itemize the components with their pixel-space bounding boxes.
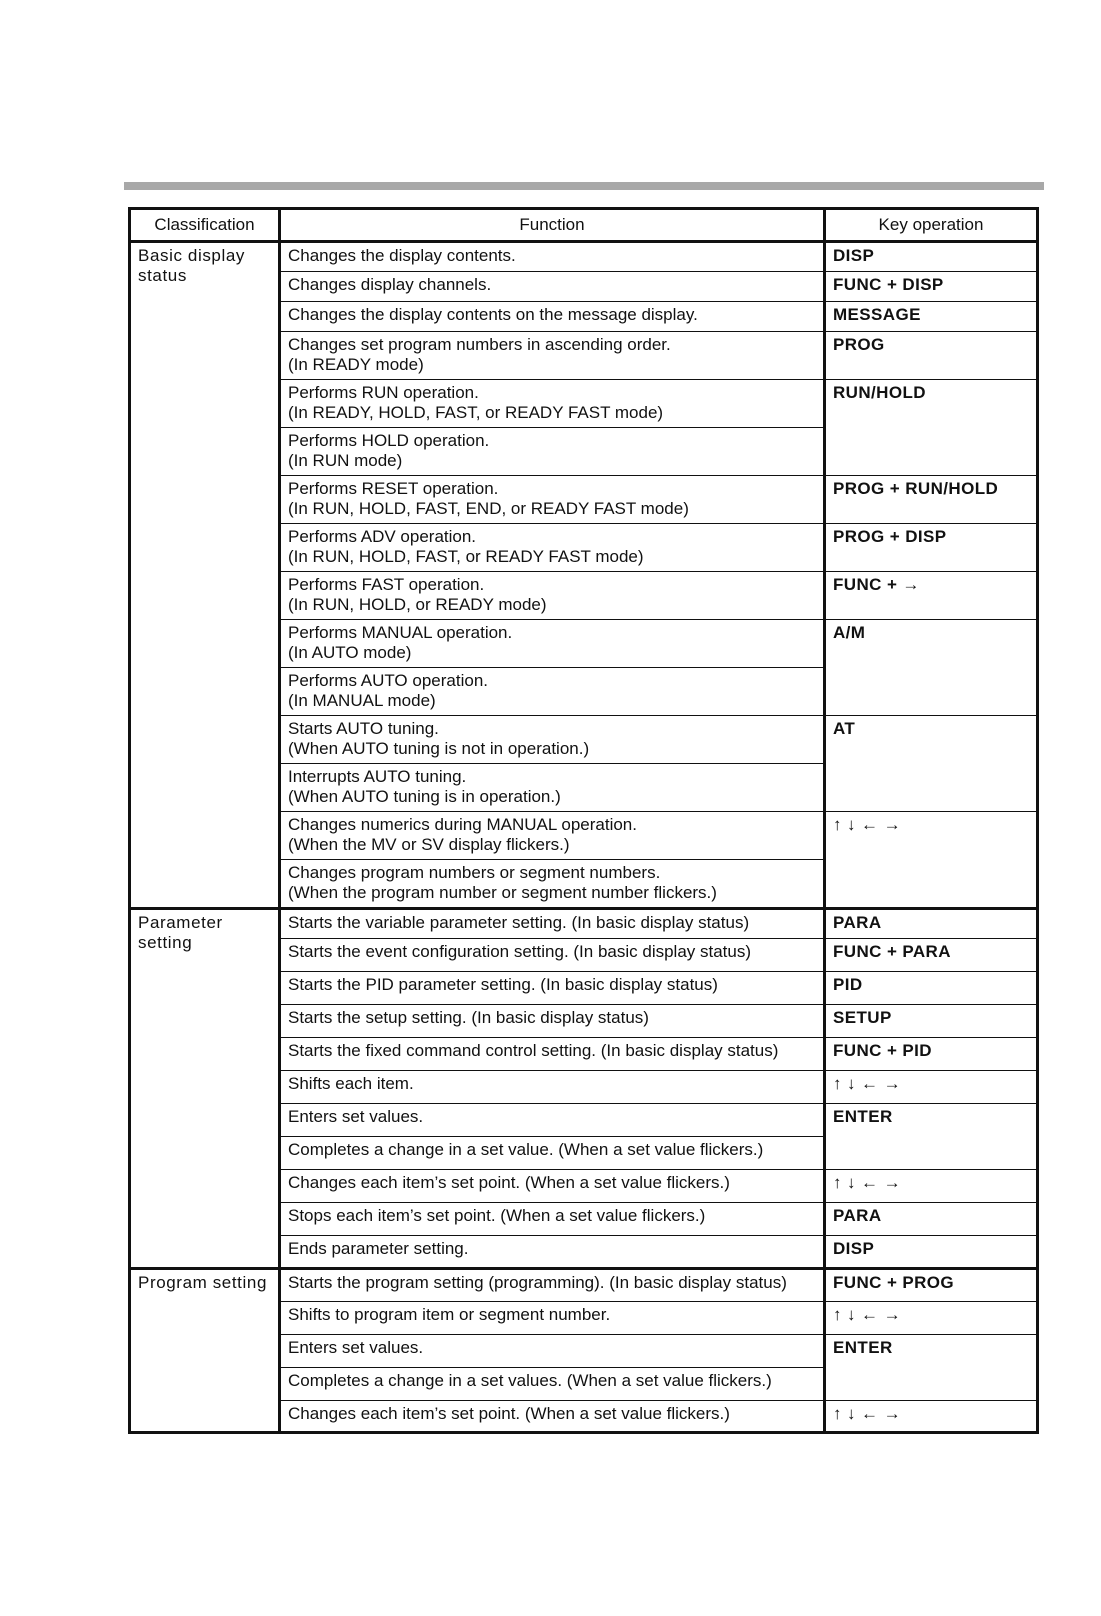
function-line: Starts the program setting (programming). (In basic display status) [288, 1273, 787, 1292]
key-operation-cell: ↑ ↓ ← → [825, 1401, 1038, 1433]
function-line: Starts the setup setting. (In basic display status) [288, 1008, 649, 1027]
function-line: Shifts to program item or segment number. [288, 1305, 611, 1324]
function-cell [280, 242, 825, 272]
key-operation-table [128, 207, 1039, 1434]
function-line: Ends parameter setting. [288, 1239, 469, 1258]
function-cell [280, 1335, 825, 1368]
function-line: Performs FAST operation. [288, 575, 485, 594]
function-line: Starts the event configuration setting. (In basic display status) [288, 942, 752, 961]
key-operation-cell: ↑ ↓ ← → [825, 812, 1038, 909]
function-line: (When AUTO tuning is in operation.) [288, 787, 561, 806]
key-operation-cell: PROG + RUN/HOLD [825, 476, 1038, 524]
function-cell [280, 716, 825, 764]
function-cell [280, 332, 825, 380]
function-line: Completes a change in a set value. (When a set value flickers.) [288, 1140, 764, 1159]
classification-cell [130, 1269, 280, 1433]
function-cell [280, 302, 825, 332]
function-cell [280, 1269, 825, 1302]
function-cell [280, 860, 825, 909]
classification-cell [130, 242, 280, 909]
function-cell [280, 1071, 825, 1104]
table-header-row [130, 209, 1038, 242]
function-cell [280, 272, 825, 302]
function-cell [280, 1203, 825, 1236]
function-cell [280, 1137, 825, 1170]
table-row [130, 242, 1038, 272]
function-line: Stops each item’s set point. (When a set value flickers.) [288, 1206, 706, 1225]
function-line: Completes a change in a set values. (When a set value flickers.) [288, 1371, 772, 1390]
function-cell [280, 1368, 825, 1401]
key-operation-cell: ↑ ↓ ← → [825, 1170, 1038, 1203]
function-line: (In RUN, HOLD, FAST, END, or READY FAST mode) [288, 499, 689, 518]
key-operation-cell: MESSAGE [825, 302, 1038, 332]
top-rule [124, 182, 1044, 190]
header-key-operation: Key operation [825, 209, 1038, 242]
key-operation-cell: FUNC + PID [825, 1038, 1038, 1071]
function-cell [280, 668, 825, 716]
function-line: Shifts each item. [288, 1074, 414, 1093]
function-cell [280, 620, 825, 668]
key-operation-cell: PID [825, 972, 1038, 1005]
function-cell [280, 524, 825, 572]
function-cell [280, 380, 825, 428]
key-operation-cell: FUNC + PROG [825, 1269, 1038, 1302]
function-cell [280, 1401, 825, 1433]
function-cell [280, 812, 825, 860]
function-line: (In RUN, HOLD, or READY mode) [288, 595, 547, 614]
function-line: Enters set values. [288, 1338, 424, 1357]
key-operation-cell: ENTER [825, 1335, 1038, 1401]
function-cell [280, 1038, 825, 1071]
header-classification: Classification [130, 209, 280, 242]
function-line: Changes the display contents on the message display. [288, 305, 698, 324]
function-line: Changes program numbers or segment numbers. [288, 863, 661, 882]
function-line: Performs ADV operation. [288, 527, 477, 546]
function-line: (When AUTO tuning is not in operation.) [288, 739, 590, 758]
function-line: Interrupts AUTO tuning. [288, 767, 467, 786]
function-line: Changes each item’s set point. (When a set value flickers.) [288, 1404, 730, 1423]
function-line: (In RUN mode) [288, 451, 403, 470]
table-row [130, 1269, 1038, 1302]
function-cell [280, 909, 825, 939]
function-cell [280, 939, 825, 972]
key-operation-cell: DISP [825, 1236, 1038, 1269]
classification-line: status [138, 266, 187, 285]
function-cell [280, 1170, 825, 1203]
key-operation-cell: PROG + DISP [825, 524, 1038, 572]
key-operation-cell: SETUP [825, 1005, 1038, 1038]
classification-line: Program setting [138, 1273, 267, 1292]
function-line: (In MANUAL mode) [288, 691, 436, 710]
function-line: Performs RESET operation. [288, 479, 499, 498]
function-line: Changes the display contents. [288, 246, 516, 265]
function-line: (In READY, HOLD, FAST, or READY FAST mode) [288, 403, 664, 422]
classification-line: Parameter setting [138, 913, 223, 952]
classification-line: Basic display [138, 246, 246, 265]
function-line: Starts the fixed command control setting. (In basic display status) [288, 1041, 779, 1060]
function-line: Performs RUN operation. [288, 383, 479, 402]
header-function: Function [280, 209, 825, 242]
function-cell [280, 972, 825, 1005]
function-line: Changes numerics during MANUAL operation. [288, 815, 637, 834]
function-line: Starts the PID parameter setting. (In basic display status) [288, 975, 718, 994]
key-operation-cell: FUNC + → [825, 572, 1038, 620]
key-operation-cell: ↑ ↓ ← → [825, 1071, 1038, 1104]
key-operation-cell: FUNC + PARA [825, 939, 1038, 972]
table-row [130, 909, 1038, 939]
key-operation-cell: AT [825, 716, 1038, 812]
key-operation-cell: PARA [825, 909, 1038, 939]
function-line: Changes set program numbers in ascending order. [288, 335, 671, 354]
function-line: Starts AUTO tuning. [288, 719, 439, 738]
key-operation-cell: A/M [825, 620, 1038, 716]
function-line: (In RUN, HOLD, FAST, or READY FAST mode) [288, 547, 644, 566]
function-cell [280, 476, 825, 524]
key-operation-cell: PARA [825, 1203, 1038, 1236]
key-operation-cell: ↑ ↓ ← → [825, 1302, 1038, 1335]
key-operation-cell: PROG [825, 332, 1038, 380]
function-line: Performs MANUAL operation. [288, 623, 513, 642]
function-cell [280, 764, 825, 812]
function-line: Performs HOLD operation. [288, 431, 490, 450]
classification-cell [130, 909, 280, 1269]
function-line: (In READY mode) [288, 355, 424, 374]
function-cell [280, 428, 825, 476]
function-line: (When the MV or SV display flickers.) [288, 835, 570, 854]
function-line: (When the program number or segment number flickers.) [288, 883, 717, 902]
function-cell [280, 1236, 825, 1269]
key-operation-cell: FUNC + DISP [825, 272, 1038, 302]
function-cell [280, 572, 825, 620]
function-line: Enters set values. [288, 1107, 424, 1126]
table-body [130, 242, 1038, 1433]
function-line: Performs AUTO operation. [288, 671, 488, 690]
function-line: (In AUTO mode) [288, 643, 412, 662]
function-line: Changes display channels. [288, 275, 492, 294]
key-operation-cell: RUN/HOLD [825, 380, 1038, 476]
function-cell [280, 1104, 825, 1137]
key-operation-cell: DISP [825, 242, 1038, 272]
function-line: Changes each item’s set point. (When a set value flickers.) [288, 1173, 730, 1192]
function-line: Starts the variable parameter setting. (In basic display status) [288, 913, 750, 932]
key-operation-cell: ENTER [825, 1104, 1038, 1170]
function-cell [280, 1302, 825, 1335]
function-cell [280, 1005, 825, 1038]
